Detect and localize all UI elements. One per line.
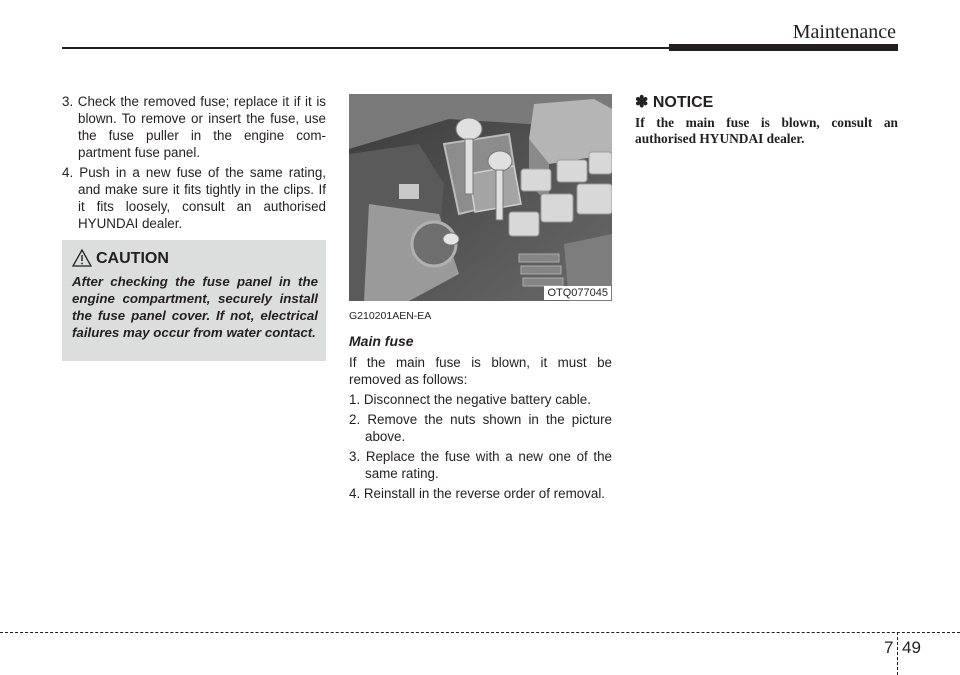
left-column [62,93,326,235]
footer-separator [897,632,898,675]
warning-triangle-icon [72,249,92,267]
section-subtitle: Main fuse [349,333,414,349]
notice-title: ✽ NOTICE [635,94,714,111]
list-item: 4. Push in a new fuse of the same rating, and make sure it fits tightly in the clips. If it fits loosely, consult an authorised HYUNDAI dealer. [62,165,326,231]
fuse-box-photo [349,94,612,301]
chapter-number: 7 [884,638,894,657]
list-item: 1. Disconnect the negative battery cable. [349,392,591,407]
fuse-check-steps [62,93,326,232]
list-item: 3. Replace the fuse with a new one of the same rating. [349,449,612,481]
notice-body: If the main fuse is blown, consult an authorised HYUNDAI dealer. [635,115,898,146]
figure-code: OTQ077045 [544,286,611,300]
notice-box [635,92,898,147]
page-number: 49 [902,638,921,657]
caution-title: CAUTION [96,250,169,267]
list-item: 2. Remove the nuts shown in the picture above. [349,412,612,444]
main-fuse-section [349,306,612,505]
list-item: 3. Check the removed fuse; replace it if it is blown. To remove or insert the fuse, use the fuse puller in the engine com-partment fuse panel. [62,94,326,160]
caution-box [62,240,326,361]
list-item: 4. Reinstall in the reverse order of removal. [349,486,606,501]
section-code: G210201AEN-EA [349,310,432,322]
footer-rule [0,632,960,633]
main-fuse-steps [349,391,612,502]
section-intro: If the main fuse is blown, it must be removed as follows: [349,355,612,387]
fuse-box-illustration [349,94,612,301]
header-bar [669,44,898,51]
section-title: Maintenance [792,21,896,43]
caution-body: After checking the fuse panel in the engine compartment, securely install the fuse panel cover. If not, electrical failures may occur from water contact. [72,274,318,340]
